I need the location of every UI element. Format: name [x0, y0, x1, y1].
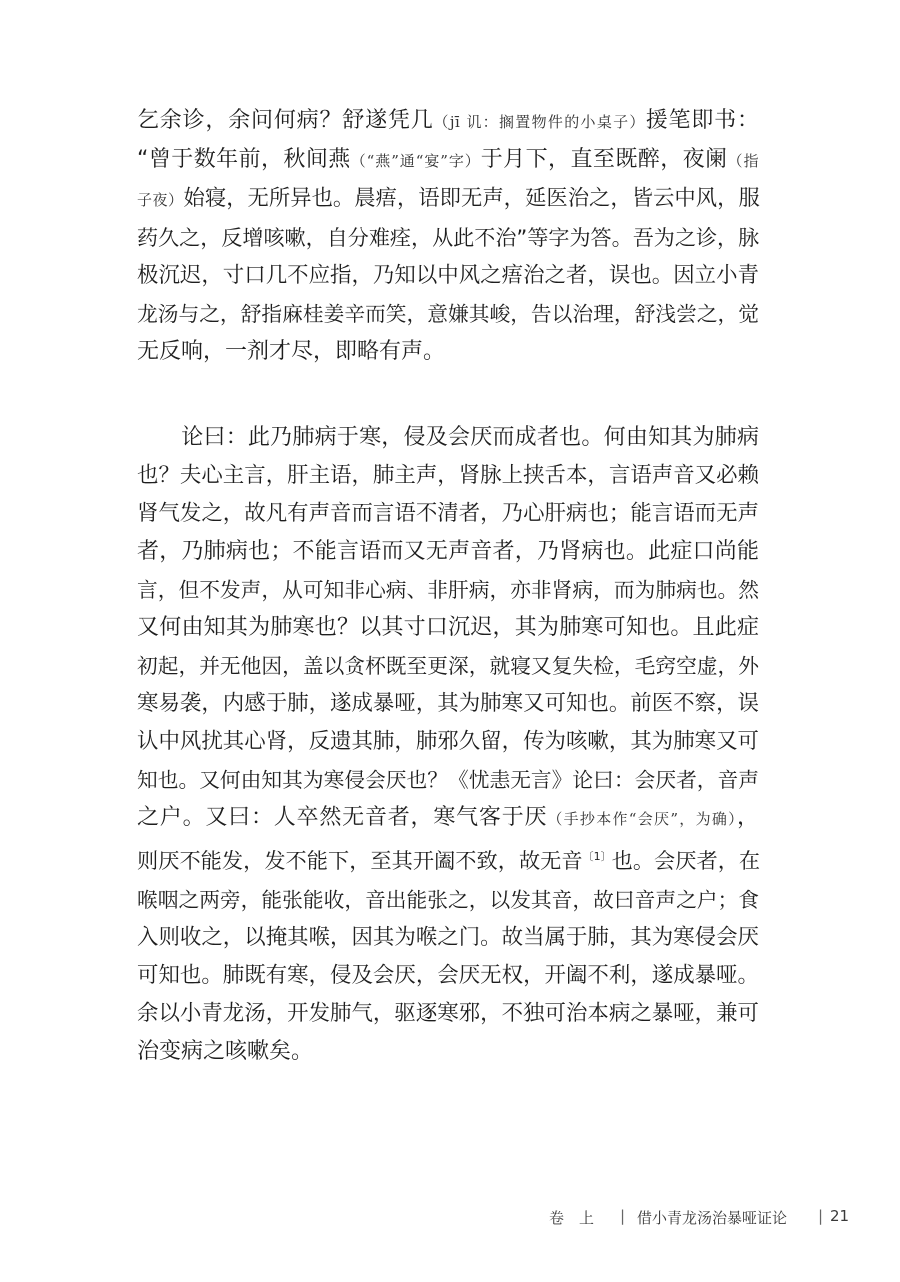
text-line	[137, 838, 759, 881]
text-run: 始寝，无所异也。晨痦，语即无声，延医治之，皆云中风，服	[183, 186, 760, 211]
text-line: 初起，并无他因，盖以贪杯既至更深，就寝又复失检，毛窍空虚，外	[137, 654, 759, 678]
text-run: ，	[736, 805, 759, 830]
text-line: 喉咽之两旁，能张能收，音出能张之，以发其音，故曰音声之户；食	[137, 888, 759, 912]
text-line: 肾气发之，故凡有声音而言语不清者，乃心肝病也；能言语而无声	[137, 501, 759, 526]
text-line: 药久之，反增咳嗽，自分难痊，从此不治”等字为答。吾为之诊，脉	[137, 225, 760, 250]
text-run: 论曰：此乃肺病于寒，侵及会厌而成者也。何由知其为肺病	[181, 425, 759, 450]
footer-separator: |	[818, 1207, 824, 1225]
text-line: 又何由知其为肺寒也？以其寸口沉迟，其为肺寒可知也。且此症	[137, 615, 759, 640]
page-footer	[0, 1207, 900, 1229]
text-run: 援笔即书：	[645, 108, 759, 133]
text-run: 乞余诊，余问何病？舒遂凭几	[137, 108, 434, 133]
text-line: 知也。又何由知其为寒侵会厌也？《忧恚无言》论曰：会厌者，音声	[137, 768, 759, 792]
text-line: 者，乃肺病也；不能言语而又无声音者，乃肾病也。此症口尚能	[137, 539, 759, 564]
footer-separator: |	[620, 1207, 626, 1225]
text-line: 极沉迟，寸口几不应指，乃知以中风之痦治之者，误也。因立小青	[137, 263, 759, 288]
text-run: 也。会厌者，在	[611, 849, 761, 874]
text-line	[137, 419, 759, 457]
text-line: 入则收之，以掩其喉，因其为喉之门。故当属于肺，其为寒侵会厌	[137, 925, 759, 950]
text-line: 也？夫心主言，肝主语，肺主声，肾脉上挟舌本，言语声音又必赖	[137, 463, 759, 488]
inline-annotation: （“燕”通“宴”字）	[350, 152, 481, 170]
text-line: 无反响，一剂才尽，即略有声。	[137, 339, 446, 364]
text-line: 可知也。肺既有寒，侵及会厌，会厌无权，开阖不利，遂成暴哑。	[137, 963, 759, 988]
inline-annotation: （jī 讥：搁置物件的小桌子）	[433, 113, 646, 131]
text-line: 言，但不发声，从可知非心病、非肝病，亦非肾病，而为肺病也。然	[137, 578, 759, 602]
text-line	[137, 799, 759, 838]
inline-annotation: （指	[727, 152, 759, 170]
footnote-marker: 〔1〕	[582, 850, 612, 863]
inline-annotation: 子夜）	[137, 191, 184, 209]
text-run: 之户。又曰：人卒然无音者，寒气客于厌	[137, 805, 548, 830]
paragraph-case-record	[137, 102, 759, 371]
text-line: 寒易袭，内感于肺，遂成暴哑，其为肺寒又可知也。前医不察，误	[137, 691, 759, 716]
text-line	[137, 141, 759, 180]
text-run: 则厌不能发，发不能下，至其开阖不致，故无音	[137, 849, 583, 874]
text-line: 龙汤与之，舒指麻桂姜辛而笑，意嫌其峻，告以治理，舒浅尝之，觉	[137, 302, 759, 326]
footer-volume: 卷 上	[549, 1209, 595, 1227]
text-line: 余以小青龙汤，开发肺气，驱逐寒邪，不独可治本病之暴哑，兼可	[137, 1001, 759, 1026]
footer-chapter-title: 借小青龙汤治暴哑证论	[637, 1209, 788, 1227]
text-line: 认中风扰其心肾，反遗其肺，肺邪久留，传为咳嗽，其为肺寒又可	[137, 729, 759, 754]
page-number: 21	[830, 1207, 850, 1225]
text-line: 治变病之咳嗽矣。	[137, 1039, 314, 1064]
text-line	[137, 180, 759, 219]
text-run: 于月下，直至既醉，夜阑	[480, 147, 728, 172]
text-line	[137, 102, 759, 141]
inline-annotation: （手抄本作“会厌”，为确）	[547, 810, 737, 828]
paragraph-discussion	[137, 419, 759, 1071]
text-run: “曾于数年前，秋间燕	[137, 147, 351, 172]
